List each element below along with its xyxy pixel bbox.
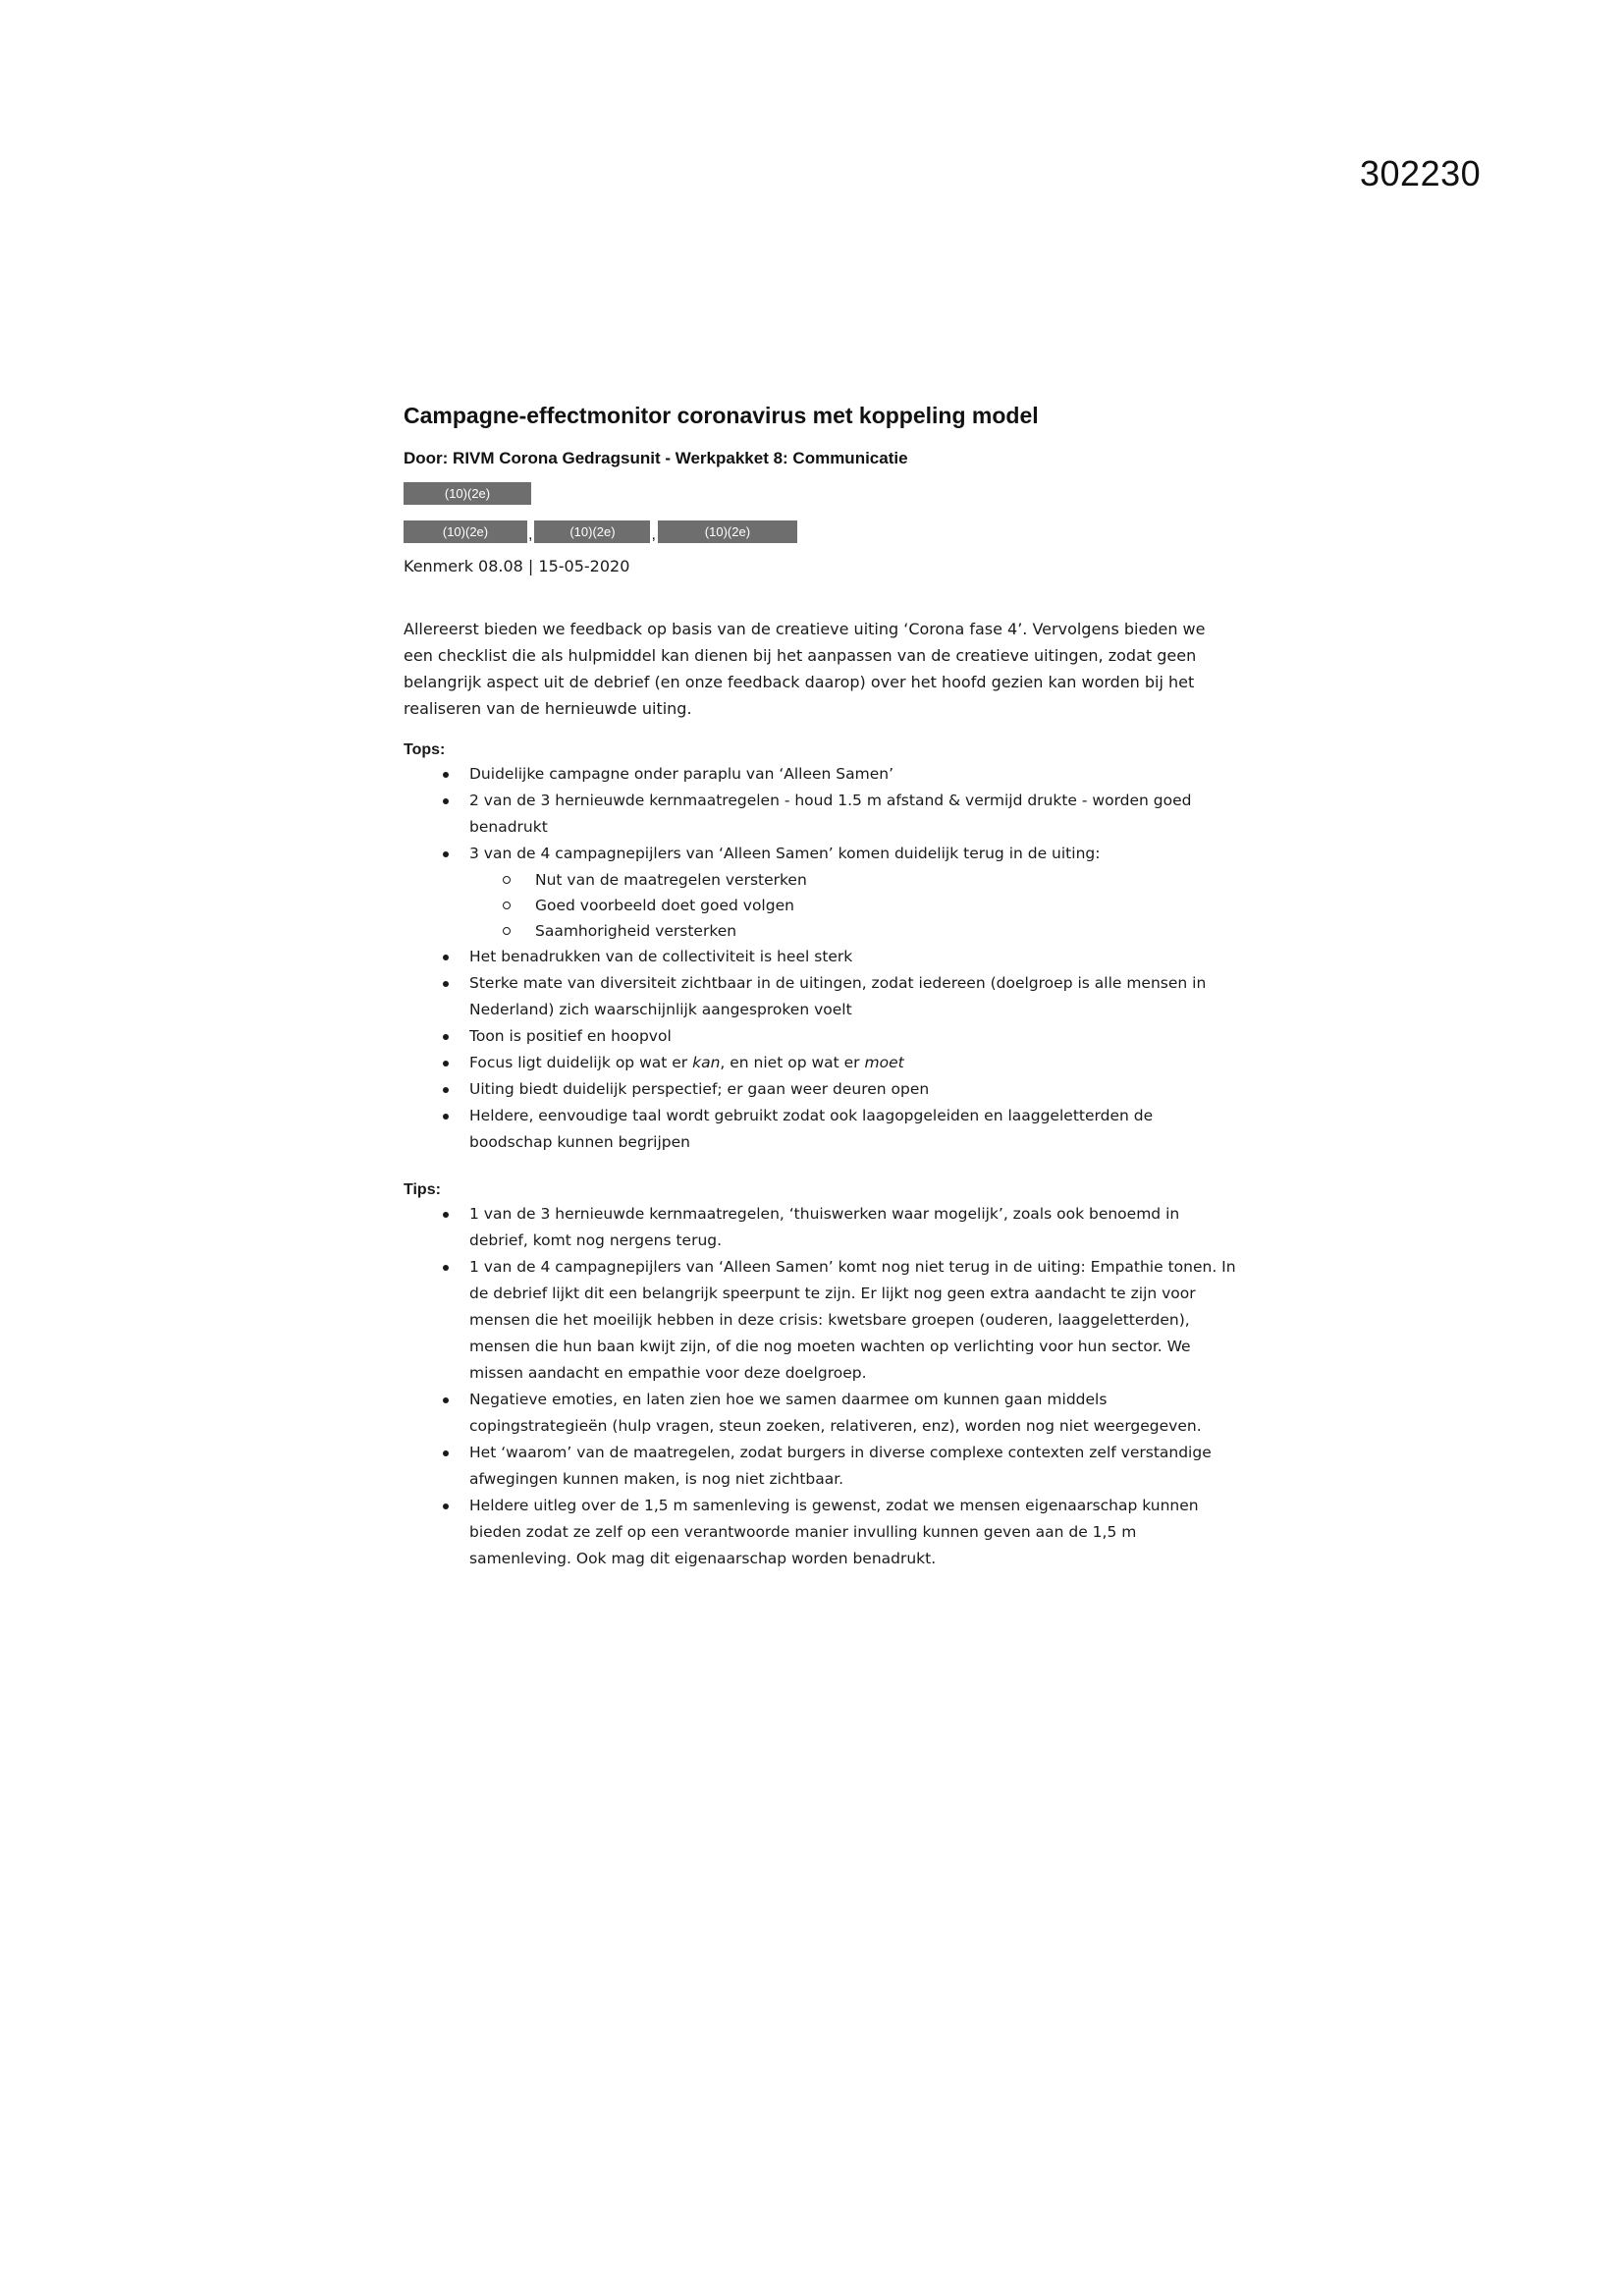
tops-heading: Tops: [404, 741, 446, 758]
list-item-text: 3 van de 4 campagnepijlers van ‘Alleen Samen’ komen duidelijk terug in de uiting: [469, 845, 1101, 862]
sub-list-item: Nut van de maatregelen versterken [535, 867, 1238, 893]
sub-list-item: Goed voorbeeld doet goed volgen [535, 893, 1238, 918]
focus-moet: moet [864, 1054, 904, 1071]
intro-paragraph: Allereerst bieden we feedback op basis van de creatieve uiting ‘Corona fase 4’. Vervolgens bieden we een checklist die als hulpmiddel kan dienen bij het aanpassen van de creatieve uitingen, zodat geen belangrijk aspect uit de debrief (en onze feedback daarop) over het hoofd gezien kan worden bij het realiseren van de hernieuwde uiting. [404, 620, 1206, 718]
redaction-box: (10)(2e) [404, 520, 527, 543]
redaction-box: (10)(2e) [658, 520, 797, 543]
list-item: Het ‘waarom’ van de maatregelen, zodat burgers in diverse complexe contexten zelf verstandige afwegingen kunnen maken, is nog niet zichtbaar. [469, 1440, 1238, 1493]
list-item [469, 1050, 1238, 1076]
list-item: Het benadrukken van de collectiviteit is heel sterk [469, 944, 1238, 970]
list-item: Heldere, eenvoudige taal wordt gebruikt zodat ook laagopgeleiden en laaggeletterden de boodschap kunnen begrijpen [469, 1103, 1238, 1156]
focus-text: Focus ligt duidelijk op wat er [469, 1054, 693, 1071]
redaction-separator: , [651, 526, 656, 543]
pillars-sublist [469, 867, 1238, 944]
tips-heading: Tips: [404, 1181, 441, 1198]
byline: Door: RIVM Corona Gedragsunit - Werkpakket 8: Communicatie [404, 449, 908, 467]
list-item: 1 van de 3 hernieuwde kernmaatregelen, ‘thuiswerken waar mogelijk’, zoals ook benoemd in debrief, komt nog nergens terug. [469, 1201, 1238, 1254]
tips-list [404, 1201, 1238, 1572]
list-item: Duidelijke campagne onder paraplu van ‘Alleen Samen’ [469, 761, 1238, 788]
focus-kan: kan [692, 1054, 721, 1071]
redaction-box: (10)(2e) [404, 482, 531, 505]
tops-list [404, 761, 1238, 1156]
list-item: 2 van de 3 hernieuwde kernmaatregelen - houd 1.5 m afstand & vermijd drukte - worden goed benadrukt [469, 788, 1238, 841]
list-item: Sterke mate van diversiteit zichtbaar in de uitingen, zodat iedereen (doelgroep is alle mensen in Nederland) zich waarschijnlijk aangesproken voelt [469, 970, 1238, 1023]
document-number: 302230 [1360, 153, 1482, 193]
redaction-row-1 [404, 482, 1238, 505]
list-item [469, 841, 1238, 944]
list-item: 1 van de 4 campagnepijlers van ‘Alleen Samen’ komt nog niet terug in de uiting: Empathie tonen. In de debrief lijkt dit een belangrijk speerpunt te zijn. Er lijkt nog geen extra aandacht te zijn voor mensen die het moeilijk hebben in deze crisis: kwetsbare groepen (ouderen, laaggeletterden), mensen die hun baan kwijt zijn, of die nog moeten wachten op verlichting voor hun sector. We missen aandacht en empathie voor deze doelgroep. [469, 1254, 1238, 1387]
list-item: Heldere uitleg over de 1,5 m samenleving is gewenst, zodat we mensen eigenaarschap kunnen bieden zodat ze zelf op een verantwoorde manier invulling kunnen geven aan de 1,5 m samenleving. Ook mag dit eigenaarschap worden benadrukt. [469, 1493, 1238, 1572]
redaction-separator: , [528, 526, 533, 543]
list-item: Toon is positief en hoopvol [469, 1023, 1238, 1050]
list-item: Negatieve emoties, en laten zien hoe we samen daarmee om kunnen gaan middels copingstrategieën (hulp vragen, steun zoeken, relativeren, enz), worden nog niet weergegeven. [469, 1387, 1238, 1440]
focus-text: , en niet op wat er [720, 1054, 865, 1071]
reference-line: Kenmerk 08.08 | 15-05-2020 [404, 557, 630, 575]
list-item: Uiting biedt duidelijk perspectief; er gaan weer deuren open [469, 1076, 1238, 1103]
sub-list-item: Saamhorigheid versterken [535, 918, 1238, 944]
document-body [404, 403, 1238, 1572]
redaction-box: (10)(2e) [534, 520, 650, 543]
document-title: Campagne-effectmonitor coronavirus met koppeling model [404, 403, 1039, 428]
redaction-row-2 [404, 520, 1238, 543]
